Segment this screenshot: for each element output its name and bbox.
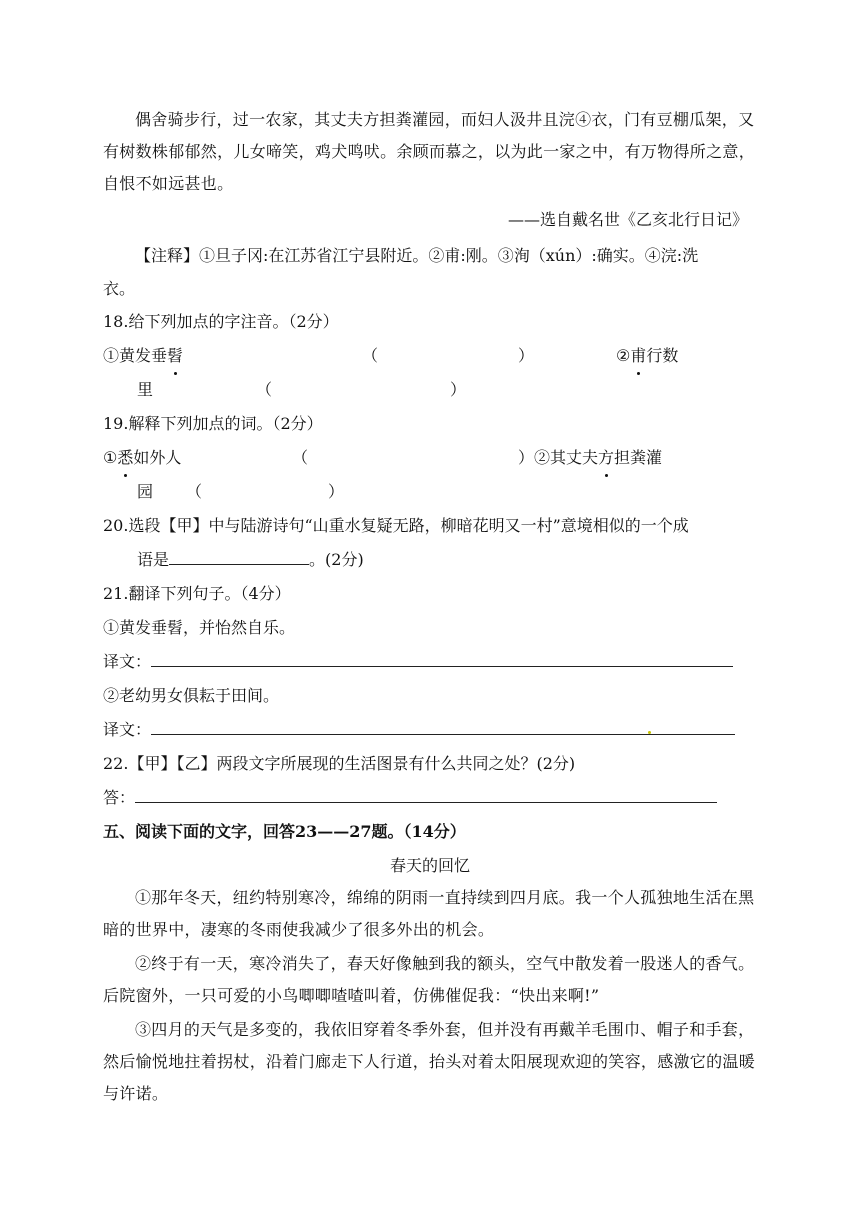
q19-item2-continuation: 园: [137, 482, 154, 501]
essay-title: 春天的回忆: [389, 856, 470, 875]
q18-item2-text: ②: [616, 346, 631, 365]
question-18-item1: [103, 340, 183, 372]
question-22-title: 22.【甲】【乙】两段文字所展现的生活图景有什么共同之处？(2分): [103, 754, 576, 773]
q21-answer1-line[interactable]: [151, 648, 733, 667]
q19-item2-text: 担粪灌: [614, 448, 663, 467]
question-19-item2: [518, 442, 662, 474]
q20-text-after-blank: 。(2分): [309, 550, 364, 569]
question-21-answer1-row: [103, 646, 733, 678]
question-21-answer2-row: [103, 714, 735, 746]
q18-item2-dotted-char: 甫: [630, 340, 646, 372]
q21-answer1-label: 译文：: [103, 652, 152, 671]
question-18-item2: [616, 340, 678, 372]
annotation-notes-line2: 衣。: [103, 279, 136, 298]
question-21-sentence1: ①黄发垂髫，并怡然自乐。: [103, 618, 296, 637]
question-21-title: 21.翻译下列句子。（4分）: [103, 584, 291, 603]
q18-item2-paren-open: （: [256, 380, 273, 399]
question-22-answer-row: [103, 782, 717, 814]
question-18-title: 18.给下列加点的字注音。（2分）: [103, 312, 339, 331]
q18-item1-paren-close: ）: [518, 346, 535, 365]
q18-item2-text-after: 行数: [646, 346, 679, 365]
q21-answer2-label: 译文：: [103, 720, 152, 739]
q22-answer-line[interactable]: [135, 784, 717, 803]
q19-item1-paren-close-and-item2: ）②其丈夫: [518, 448, 599, 467]
annotation-notes-line1: 【注释】①旦子冈:在江苏省江宁县附近。②甫:刚。③洵（xún）:确实。④浣:洗: [135, 246, 699, 265]
q19-item1-dotted-char: 悉: [117, 442, 133, 474]
essay-paragraph-1: ①那年冬天，纽约特别寒冷，绵绵的阴雨一直持续到四月底。我一个人孤独地生活在黑暗的世界中，凄寒的冬雨使我减少了很多外出的机会。: [103, 888, 755, 939]
passage-yi-paragraph: 偶舍骑步行，过一农家，其丈夫方担粪灌园，而妇人汲井且浣④衣，门有豆棚瓜架，又有树数株郁郁然，儿女啼笑，鸡犬鸣吠。余顾而慕之，以为此一家之中，有万物得所之意，自恨不如远甚也。: [103, 110, 756, 193]
question-20-line2: [137, 544, 364, 576]
question-19-item1: ①悉如外人: [103, 442, 181, 474]
ink-speck: [648, 731, 651, 734]
q19-item2-dotted-char: 方: [598, 442, 614, 474]
q19-item1-text: 如外人: [133, 448, 182, 467]
q19-item2-paren-close: ）: [328, 482, 345, 501]
q19-item1-paren-open: （: [292, 448, 309, 467]
q18-item2-paren-close: ）: [450, 380, 467, 399]
q18-item2-continuation: 里: [137, 380, 154, 399]
q22-answer-label: 答：: [103, 788, 136, 807]
section-5-heading: 五、阅读下面的文字，回答23——27题。（14分）: [103, 822, 466, 841]
question-21-sentence2: ②老幼男女俱耘于田间。: [103, 686, 280, 705]
q18-item1-text: ①黄发垂: [103, 346, 168, 365]
question-20-line1: 20.选段【甲】中与陆游诗句“山重水复疑无路，柳暗花明又一村”意境相似的一个成: [103, 516, 689, 535]
q18-item1-dotted-char: 髫: [167, 340, 183, 372]
q20-text-before-blank: 语是: [137, 550, 170, 569]
essay-paragraph-2: ②终于有一天，寒冷消失了，春天好像触到我的额头，空气中散发着一股迷人的香气。后院窗外，一只可爱的小鸟唧唧喳喳叫着，仿佛催促我：“快出来啊!”: [103, 954, 755, 1005]
q18-item1-paren-open: （: [362, 346, 379, 365]
essay-paragraph-3: ③四月的天气是多变的，我依旧穿着冬季外套，但并没有再戴羊毛围巾、帽子和手套，然后愉悦地拄着拐杖，沿着门廊走下人行道，抬头对着太阳展现欢迎的笑容，感激它的温暖与许诺。: [103, 1020, 756, 1103]
passage-source: ——选自戴名世《乙亥北行日记》: [507, 210, 748, 229]
question-19-title: 19.解释下列加点的词。（2分）: [103, 414, 323, 433]
q19-item2-paren-open: （: [186, 482, 203, 501]
q20-answer-blank[interactable]: [169, 546, 309, 565]
